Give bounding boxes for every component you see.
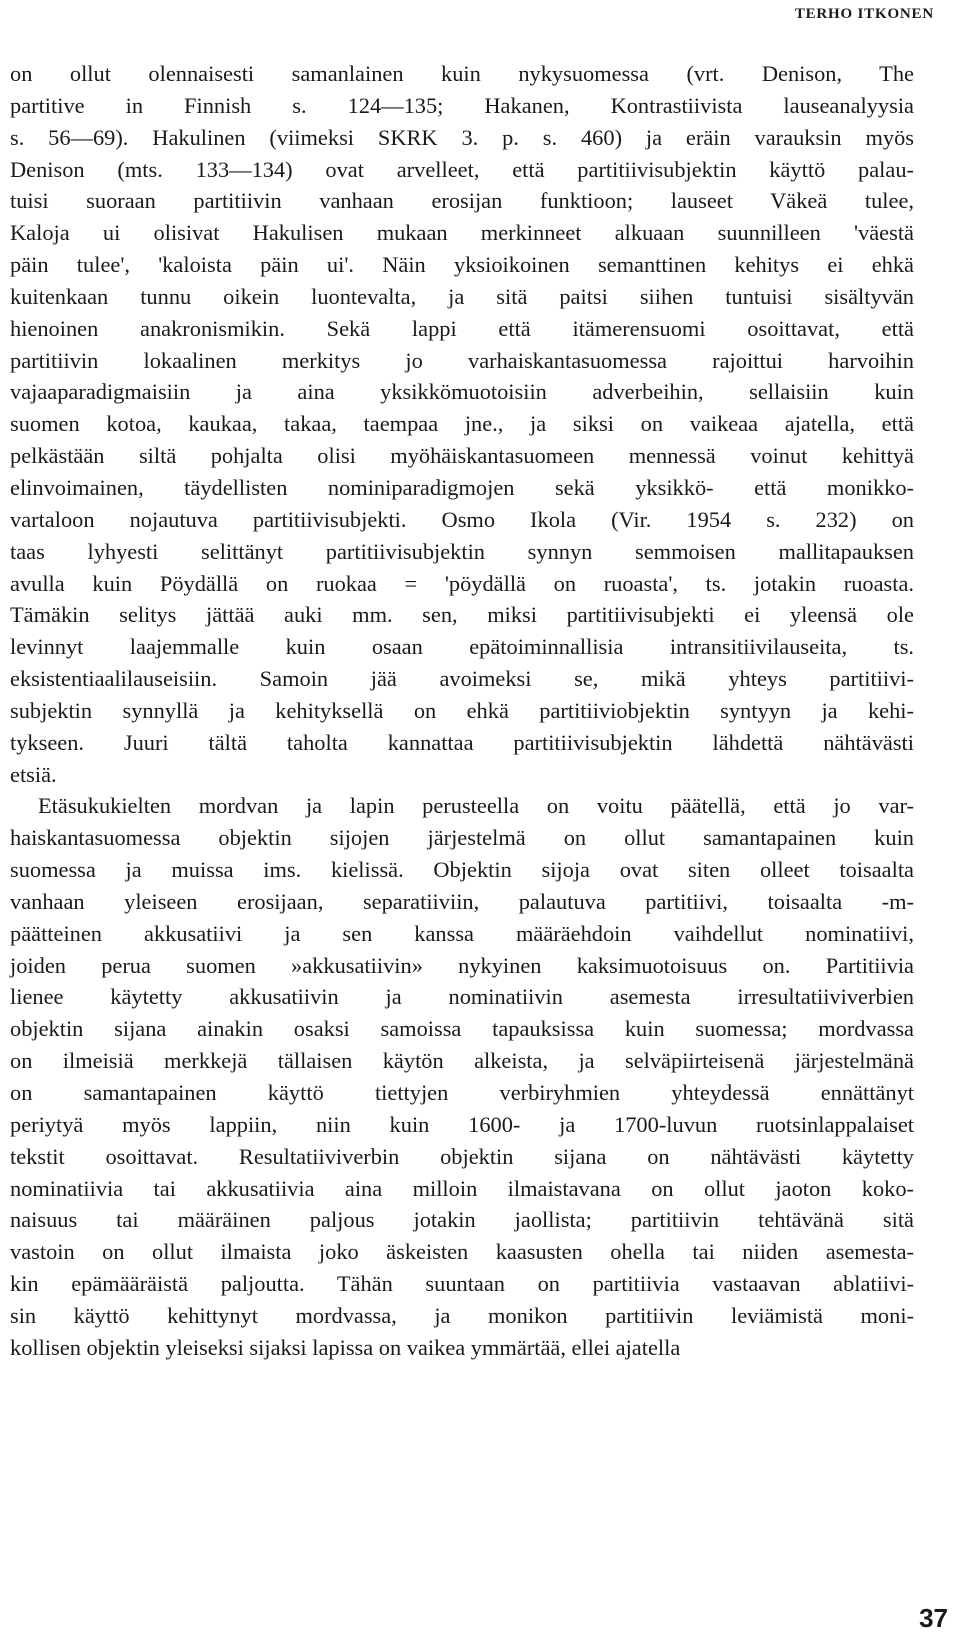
text-line: subjektin synnyllä ja kehityksellä on ehkä partitiiviobjektin syntyyn ja kehi- [10, 697, 914, 723]
text-line: Kaloja ui olisivat Hakulisen mukaan merkinneet alkuaan suunnilleen 'väestä [10, 220, 914, 246]
text-line: s. 56—69). Hakulinen (viimeksi SKRK 3. p. s. 460) ja eräin varauksin myös [10, 124, 914, 150]
text-line: tuisi suoraan partitiivin vanhaan erosijan funktioon; lauseet Väkeä tulee, [10, 188, 914, 214]
text-line: elinvoimainen, täydellisten nominiparadigmojen sekä yksikkö- että monikko- [10, 474, 914, 500]
text-line: avulla kuin Pöydällä on ruokaa = 'pöydällä on ruoasta', ts. jotakin ruoasta. [10, 570, 914, 596]
text-line: Denison (mts. 133—134) ovat arvelleet, että partitiivisubjektin käyttö palau- [10, 156, 914, 182]
text-line: vastoin on ollut ilmaista joko äskeisten kaasusten ohella tai niiden asemesta- [10, 1239, 914, 1265]
text-line: päin tulee', 'kaloista päin ui'. Näin yksioikoinen semanttinen kehitys ei ehkä [10, 252, 914, 278]
text-line: haiskantasuomessa objektin sijojen järjestelmä on ollut samantapainen kuin [10, 825, 914, 851]
text-line: lienee käytetty akkusatiivin ja nominatiivin asemesta irresultatiiviverbien [10, 984, 914, 1010]
text-line: sin käyttö kehittynyt mordvassa, ja monikon partitiivin leviämistä moni- [10, 1302, 914, 1328]
text-line: päätteinen akkusatiivi ja sen kanssa määräehdoin vaihdellut nominatiivi, [10, 920, 914, 946]
page-number: 37 [919, 1603, 948, 1633]
body-text [10, 58, 914, 1364]
paragraph-2 [10, 790, 914, 1363]
text-line: Tämäkin selitys jättää auki mm. sen, miksi partitiivisubjekti ei yleensä ole [10, 602, 914, 628]
text-line: on samantapainen käyttö tiettyjen verbiryhmien yhteydessä ennättänyt [10, 1080, 914, 1105]
text-line: periytyä myös lappiin, niin kuin 1600- ja 1700-luvun ruotsinlappalaiset [10, 1111, 914, 1137]
text-line: kollisen objektin yleiseksi sijaksi lapissa on vaikea ymmärtää, ellei ajatella [10, 1334, 681, 1360]
text-line: eksistentiaalilauseisiin. Samoin jää avoimeksi se, mikä yhteys partitiivi- [10, 666, 914, 692]
text-line: vartaloon nojautuva partitiivisubjekti. Osmo Ikola (Vir. 1954 s. 232) on [10, 506, 914, 532]
text-line: naisuus tai määräinen paljous jotakin jaollista; partitiivin tehtävänä sitä [10, 1207, 914, 1233]
text-line: kuitenkaan tunnu oikein luontevalta, ja sitä paitsi siihen tuntuisi sisältyvän [10, 283, 914, 309]
text-line: pelkästään siltä pohjalta olisi myöhäiskantasuomeen mennessä voinut kehittyä [10, 443, 914, 469]
text-line: Etäsukukielten mordvan ja lapin perusteella on voitu päätellä, että jo var- [38, 793, 914, 819]
text-line: partitive in Finnish s. 124—135; Hakanen, Kontrastiivista lauseanalyysia [10, 92, 914, 118]
text-line: levinnyt laajemmalle kuin osaan epätoiminnallisia intransitiivilauseita, ts. [10, 634, 914, 660]
text-line: partitiivin lokaalinen merkitys jo varhaiskantasuomessa rajoittui harvoihin [10, 347, 914, 373]
text-line: objektin sijana ainakin osaksi samoissa tapauksissa kuin suomessa; mordvassa [10, 1016, 914, 1042]
text-line: tykseen. Juuri tältä taholta kannattaa partitiivisubjektin lähdettä nähtävästi [10, 729, 914, 755]
text-line: kin epämääräistä paljoutta. Tähän suuntaan on partitiivia vastaavan ablatiivi- [10, 1271, 914, 1297]
text-line: vajaaparadigmaisiin ja aina yksikkömuotoisiin adverbeihin, sellaisiin kuin [10, 379, 914, 405]
text-line: on ollut olennaisesti samanlainen kuin nykysuomessa (vrt. Denison, The [10, 61, 914, 86]
text-line: suomen kotoa, kaukaa, takaa, taempaa jne., ja siksi on vaikeaa ajatella, että [10, 411, 914, 437]
text-line: vanhaan yleiseen erosijaan, separatiiviin, palautuva partitiivi, toisaalta -m- [10, 888, 914, 914]
text-line: suomessa ja muissa ims. kielissä. Objektin sijoja ovat siten olleet toisaalta [10, 857, 914, 883]
text-line: on ilmeisiä merkkejä tällaisen käytön alkeista, ja selväpiirteisenä järjestelmänä [10, 1048, 914, 1074]
text-line: nominatiivia tai akkusatiivia aina milloin ilmaistavana on ollut jaoton koko- [10, 1175, 914, 1201]
text-line: taas lyhyesti selittänyt partitiivisubjektin synnyn semmoisen mallitapauksen [10, 538, 914, 564]
text-line: joiden perua suomen »akkusatiivin» nykyinen kaksimuotoisuus on. Partitiivia [10, 952, 914, 978]
text-line: tekstit osoittavat. Resultatiiviverbin objektin sijana on nähtävästi käytetty [10, 1143, 914, 1169]
text-line: hienoinen anakronismikin. Sekä lappi että itämerensuomi osoittavat, että [10, 315, 914, 341]
text-line: etsiä. [10, 761, 57, 787]
paragraph-1 [10, 58, 914, 790]
running-head: TERHO ITKONEN [794, 6, 934, 22]
